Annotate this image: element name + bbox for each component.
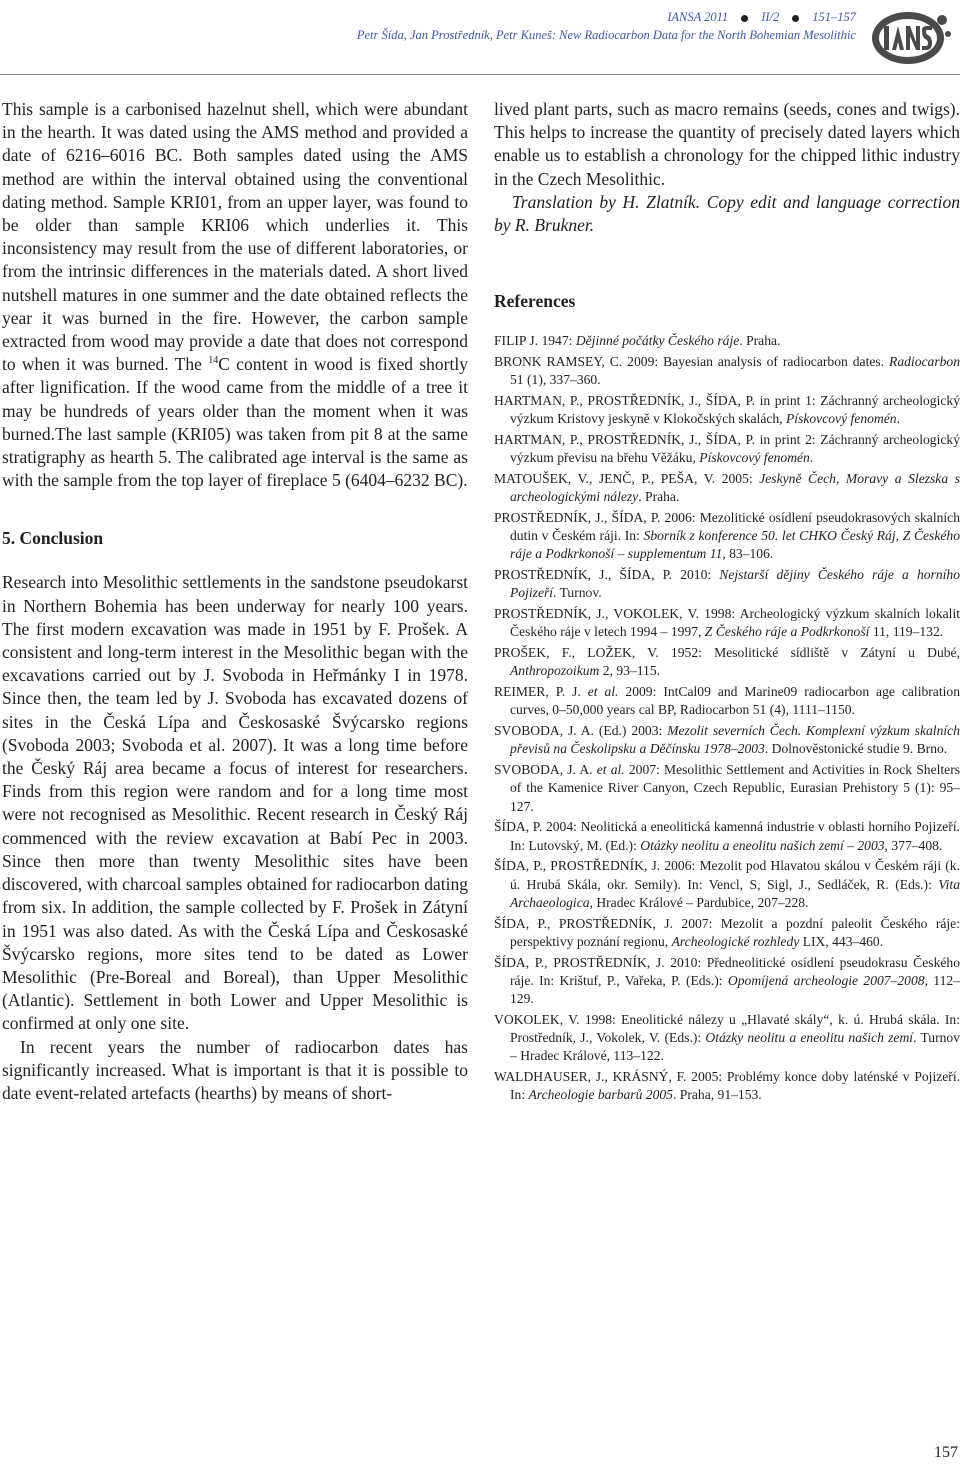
reference-list [494, 332, 960, 1104]
reference-text: FILIP J. 1947: [494, 333, 576, 349]
reference-text: PROŠEK, F., LOŽEK, V. 1952: Mesolitické sídliště v Zátyní u Dubé, [494, 645, 960, 661]
journal-issue: II/2 [761, 10, 780, 24]
reference-italic: Archeologické rozhledy [671, 933, 800, 949]
reference-text: HARTMAN, P., PROSTŘEDNÍK, J., ŠÍDA, P. in print 2: Záchranný archeologický výzkum převisu na břehu Věžáku, [494, 432, 960, 466]
reference-entry [494, 1068, 960, 1104]
reference-text: LIX, 443–460. [799, 933, 884, 949]
reference-entry [494, 857, 960, 912]
reference-text: 2007: Mesolithic Settlement and Activities in Rock Shelters of the Kamenice River Canyon, Czech Republic, Eurasian Prehistory 5 (1): 95–127. [510, 762, 960, 814]
reference-text: SVOBODA, J. A. [494, 762, 597, 778]
paragraph-text: This sample is a carbonised hazelnut shell, which were abundant in the hearth. It was dated using the AMS method and provided a date of 6216–6016 BC. Both samples dated using the AMS method are within the interval obtained using the conventional dating method. Sample KRI01, from an upper layer, was found to be older than sample KRI06 which underlies it. This inconsistency may result from the use of different laboratories, or from the intrinsic differences in the materials dated. A short lived nutshell matures in one summer and the date obtained reflects the year it was burned in the fire. However, the carbon sample extracted from wood may provide a date that does not correspond to when it was burned. The [2, 99, 468, 375]
reference-italic: Anthropozoikum [510, 663, 600, 679]
reference-entry [494, 915, 960, 951]
running-header [96, 8, 856, 44]
reference-italic: Otázky neolitu a eneolitu našich zemí [705, 1030, 914, 1046]
reference-text: ŠÍDA, P., PROSTŘEDNÍK, J. 2007: Mezolit a pozdní paleolit Českého ráje: perspektivy poznání regionu, [494, 915, 960, 949]
reference-text: , 377–408. [884, 837, 943, 853]
bullet-separator [741, 15, 748, 22]
reference-entry [494, 509, 960, 564]
reference-text: PROSTŘEDNÍK, J., ŠÍDA, P. 2010: [494, 567, 720, 583]
reference-italic: Pískovcový fenomén [699, 450, 810, 466]
reference-text: WALDHAUSER, J., KRÁSNÝ, F. 2005: Problémy konce doby laténské v Pojizeří. In: [494, 1069, 960, 1103]
reference-italic: Otázky neolitu a eneolitu našich zemí – 2003 [640, 837, 885, 853]
reference-text: 2009: IntCal09 and Marine09 radiocarbon age calibration curves, 0–50,000 years cal BP, Radiocarbon 51 (4), 1111–1150. [510, 684, 960, 718]
journal-name: IANSA 2011 [667, 10, 729, 24]
reference-text: . Praha. [638, 489, 680, 505]
reference-text: HARTMAN, P., PROSTŘEDNÍK, J., ŠÍDA, P. in print 1: Záchranný archeologický výzkum Kristovy jeskyně v Klokočských skalách, [494, 393, 960, 427]
right-column [494, 98, 960, 1107]
header-journal-line [96, 8, 856, 26]
reference-italic: Radiocarbon [889, 354, 960, 370]
reference-entry [494, 353, 960, 389]
reference-italic: Dějinné počátky Českého ráje [575, 333, 740, 349]
references-heading: References [494, 291, 576, 312]
reference-text: . Turnov – Hradec Králové, 113–122. [510, 1030, 960, 1064]
reference-entry [494, 954, 960, 1009]
reference-text: . [809, 450, 814, 466]
reference-entry [494, 392, 960, 428]
reference-entry [494, 683, 960, 719]
reference-italic: Opomíjená archeologie 2007–2008 [727, 972, 925, 988]
reference-italic: Z Českého ráje a Podkrkonoší [704, 624, 870, 640]
body-paragraph: lived plant parts, such as macro remains (seeds, cones and twigs). This helps to increase the quantity of precisely dated layers which enable us to establish a chronology for the chipped lithic industry in the Czech Mesolithic. [494, 99, 960, 189]
reference-italic: Vita Archaeologica [510, 876, 960, 910]
reference-text: . Turnov. [553, 585, 602, 601]
reference-text: VOKOLEK, V. 1998: Eneolitické nálezy u „Hlavaté skály“, k. ú. Hrubá skála. In: Prostředník, J., Vokolek, V. (Eds.): [494, 1011, 960, 1046]
reference-text: MATOUŠEK, V., JENČ, P., PEŠA, V. 2005: [494, 471, 760, 487]
reference-text: . Praha. [739, 333, 781, 349]
reference-entry [494, 722, 960, 758]
reference-text: ŠÍDA, P., PROSTŘEDNÍK, J. 2006: Mezolit pod Hlavatou skálou v Českém ráji (k. ú. Hrubá Skála, okr. Semily). In: Vencl, S, Sigl, J., Sedláček, R. (Eds.): [494, 858, 960, 892]
reference-italic: Pískovcový fenomén [785, 411, 897, 427]
reference-italic: Mezolit severních Čech. Komplexní výzkum skalních převisů na Českolipsku a Děčínsku 1978–2003 [510, 723, 960, 757]
reference-entry [494, 761, 960, 816]
reference-text: PROSTŘEDNÍK, J., ŠÍDA, P. 2006: Mezolitické osídlení pseudokrasových skalních dutin v Českém ráji. In: [494, 510, 960, 544]
reference-text: 2, 93–115. [599, 663, 661, 679]
reference-text: BRONK RAMSEY, C. 2009: Bayesian analysis of radiocarbon dates. [494, 354, 890, 370]
reference-entry [494, 605, 960, 641]
reference-entry [494, 818, 960, 854]
reference-text: ŠÍDA, P., PROSTŘEDNÍK, J. 2010: Předneolitické osídlení pseudokrasu Českého ráje. In: Krištuf, P., Vařeka, P. (Eds.): [494, 954, 960, 988]
reference-text: . Dolnověstonické studie 9. Brno. [764, 741, 948, 757]
reference-italic: Jeskyně Čech, Moravy a Slezska s archeologickými nálezy [510, 471, 960, 505]
page-number: 157 [934, 1444, 958, 1461]
left-column [2, 98, 468, 1105]
reference-italic: et al. [587, 684, 619, 700]
reference-entry [494, 644, 960, 680]
reference-text: . Praha, 91–153. [672, 1087, 762, 1103]
reference-italic: Sborník z konference 50. let CHKO Český Ráj, Z Českého ráje a Podkrkonoší – supplementum 11 [510, 528, 960, 562]
superscript: 14 [208, 355, 219, 367]
reference-text: , 83–106. [722, 546, 774, 562]
body-paragraph: Research into Mesolithic settlements in the sandstone pseudokarst in Northern Bohemia has been underway for nearly 100 years. The first modern excavation was made in 1951 by F. Prošek. A consistent and long-term interest in the Mesolithic began with the excavations carried out by J. Svoboda in Heřmánky I in 1978. Since then, the team led by J. Svoboda has excavated dozens of sites in the Česká Lípa and Českosaské Švýcarsko regions (Svoboda 2003; Svoboda et al. 2007). It was a long time before the Český Ráj area became a focus of interest for researchers. Finds from this region were random and for a long time most were not recognised as Mesolithic. Recent research in Český Ráj commenced with the review excavation at Babí Pec in 2003. Since then more than twenty Mesolithic sites have been discovered, with charcoal samples obtained for radiocarbon dating from six. In addition, the sample collected by F. Prošek in Zátyní in 1951 was also dated. As with the Česká Lípa and Českosaské Švýcarsko regions, more sites tend to be dated as Lower Mesolithic (Pre-Boreal and Boreal), than Upper Mesolithic (Atlantic). Settlement in both Lower and Upper Mesolithic is confirmed at only one site. [2, 572, 468, 1034]
iansa-logo [864, 0, 960, 72]
reference-text: , 112–129. [510, 972, 960, 1007]
header-rule [0, 74, 960, 75]
header-authors-title: Petr Šída, Jan Prostředník, Petr Kuneš: New Radiocarbon Data for the North Bohemian Mesolithic [356, 28, 856, 42]
reference-text: . [896, 411, 900, 427]
reference-text: 51 (1), 337–360. [510, 372, 601, 388]
reference-entry [494, 566, 960, 602]
reference-text: , Hradec Králové – Pardubice, 207–228. [589, 894, 809, 910]
body-paragraph [2, 98, 468, 492]
reference-italic: Nejstarší dějiny Českého ráje a horního Pojizeří [510, 567, 960, 601]
journal-pages: 151–157 [812, 10, 856, 24]
reference-text: 11, 119–132. [869, 624, 944, 640]
reference-italic: Archeologie barbarů 2005 [528, 1087, 673, 1103]
reference-text: ŠÍDA, P. 2004: Neolitická a eneolitická kamenná industrie v oblasti horního Pojizeří. In: Lutovský, M. (Ed.): [494, 819, 960, 853]
reference-text: SVOBODA, J. A. (Ed.) 2003: [494, 723, 668, 739]
bullet-separator [792, 15, 799, 22]
reference-text: REIMER, P. J. [494, 684, 588, 700]
reference-entry [494, 1011, 960, 1066]
translation-note: Translation by H. Zlatník. Copy edit and language correction by R. Brukner. [494, 191, 960, 236]
reference-text: PROSTŘEDNÍK, J., VOKOLEK, V. 1998: Archeologický výzkum skalních lokalit Českého ráje v letech 1994 – 1997, [494, 606, 960, 640]
body-paragraph: In recent years the number of radiocarbon dates has significantly increased. What is important is that it is possible to date event-related artefacts (hearths) by means of short- [2, 1036, 468, 1103]
reference-italic: et al. [596, 762, 625, 778]
reference-entry [494, 431, 960, 467]
paragraph-text: C content in wood is fixed shortly after lignification. If the wood came from the middle of a tree it may be hundreds of years older than the moment when it was burned.The last sample (KRI05) was taken from pit 8 at the same stratigraphy as hearth 5. The calibrated age interval is the same as with the sample from the top layer of fireplace 5 (6404–6232 BC). [2, 354, 468, 491]
reference-entry [494, 470, 960, 506]
reference-entry [494, 332, 960, 350]
section-heading: 5. Conclusion [2, 528, 104, 549]
